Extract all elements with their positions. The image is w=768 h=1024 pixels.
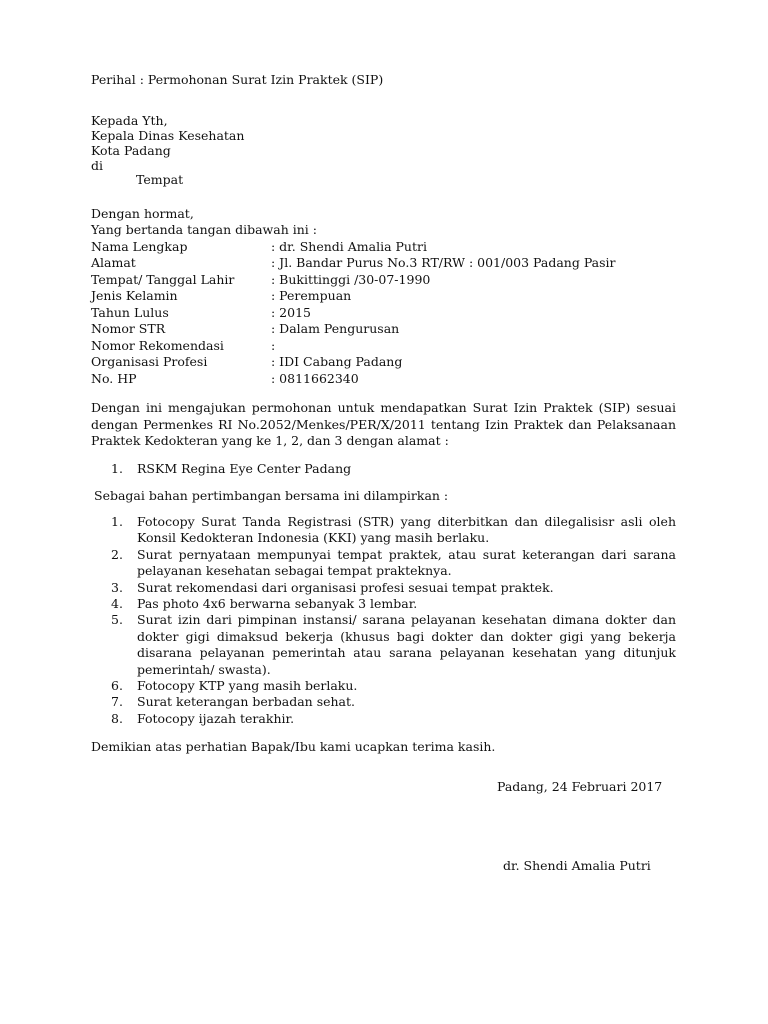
field-label: Jenis Kelamin	[91, 288, 178, 303]
field-value: : Jl. Bandar Purus No.3 RT/RW : 001/003 Padang Pasir	[271, 255, 616, 270]
list-number: 1.	[111, 514, 123, 529]
greeting: Dengan hormat,	[91, 206, 194, 221]
field-label: Tempat/ Tanggal Lahir	[91, 272, 235, 287]
recipient-office: Kepala Dinas Kesehatan	[91, 128, 245, 143]
field-label: Alamat	[91, 255, 136, 270]
list-item	[111, 514, 676, 547]
field-value: : dr. Shendi Amalia Putri	[271, 239, 427, 254]
list-number: 3.	[111, 579, 123, 595]
signatory-name: dr. Shendi Amalia Putri	[503, 858, 651, 873]
list-text: RSKM Regina Eye Center Padang	[137, 461, 352, 476]
list-item	[111, 612, 676, 678]
list-item	[111, 580, 676, 596]
list-text: Fotocopy ijazah terakhir.	[137, 710, 295, 726]
list-number: 8.	[111, 710, 123, 726]
list-number: 2.	[111, 546, 123, 562]
field-value: : IDI Cabang Padang	[271, 354, 403, 369]
field-value: : 2015	[271, 305, 311, 320]
field-label: Tahun Lulus	[91, 305, 169, 320]
list-item	[111, 596, 676, 612]
list-item	[111, 678, 676, 694]
list-text: Surat keterangan berbadan sehat.	[137, 694, 356, 710]
attachment-list	[111, 514, 676, 727]
list-number: 4.	[111, 596, 123, 612]
recipient-city: Kota Padang	[91, 143, 171, 158]
recipient-di: di	[91, 158, 103, 173]
field-value: : Dalam Pengurusan	[271, 321, 400, 336]
closing-line: Demikian atas perhatian Bapak/Ibu kami ucapkan terima kasih.	[91, 739, 496, 754]
list-number: 6.	[111, 678, 123, 694]
intro-line: Yang bertanda tangan dibawah ini :	[91, 222, 317, 237]
field-value: : Perempuan	[271, 288, 352, 303]
field-value: : Bukittinggi /30-07-1990	[271, 272, 431, 287]
list-text: Fotocopy KTP yang masih berlaku.	[137, 678, 358, 694]
field-label: Nomor Rekomendasi	[91, 338, 224, 353]
request-paragraph: Dengan ini mengajukan permohonan untuk mendapatkan Surat Izin Praktek (SIP) sesuai dengan Permenkes RI No.2052/Menkes/PER/X/2011 tentang Izin Praktek dan Pelaksanaan Praktek Kedokteran yang ke 1, 2, dan 3 dengan alamat :	[91, 400, 676, 448]
place-date: Padang, 24 Februari 2017	[497, 779, 663, 794]
list-item	[111, 694, 676, 710]
list-number: 1.	[111, 461, 123, 476]
list-text: Surat pernyataan mempunyai tempat praktek, atau surat keterangan dari sarana pelayanan kesehatan sebagai tempat prakteknya.	[137, 546, 676, 579]
list-number: 7.	[111, 694, 123, 710]
field-label: No. HP	[91, 371, 137, 386]
list-number: 5.	[111, 612, 123, 628]
field-value: : 0811662340	[271, 371, 359, 386]
field-label: Organisasi Profesi	[91, 354, 208, 369]
field-label: Nama Lengkap	[91, 239, 188, 254]
list-text: Surat rekomendasi dari organisasi profesi sesuai tempat praktek.	[137, 579, 554, 595]
recipient-tempat: Tempat	[136, 172, 184, 187]
list-item	[111, 711, 676, 727]
field-label: Nomor STR	[91, 321, 166, 336]
list-text: Fotocopy Surat Tanda Registrasi (STR) yang diterbitkan dan dilegalisisr asli oleh Konsil Kedokteran Indonesia (KKI) yang masih berlaku.	[137, 514, 676, 546]
location-list	[111, 461, 676, 477]
list-text: Pas photo 4x6 berwarna sebanyak 3 lembar.	[137, 596, 418, 612]
recipient-salutation: Kepada Yth,	[91, 113, 168, 128]
letter-subject: Perihal : Permohonan Surat Izin Praktek (SIP)	[91, 72, 384, 87]
attachments-intro: Sebagai bahan pertimbangan bersama ini dilampirkan :	[94, 488, 449, 503]
list-item	[111, 547, 676, 580]
list-item	[111, 461, 676, 477]
list-text: Surat izin dari pimpinan instansi/ sarana pelayanan kesehatan dimana dokter dan dokter gigi dimaksud bekerja (khusus bagi dokter dan dokter gigi yang bekerja disarana pelayanan pemerintah atau sarana pelayanan kesehatan yang ditunjuk pemerintah/ swasta).	[137, 612, 676, 677]
field-value: :	[271, 338, 276, 353]
